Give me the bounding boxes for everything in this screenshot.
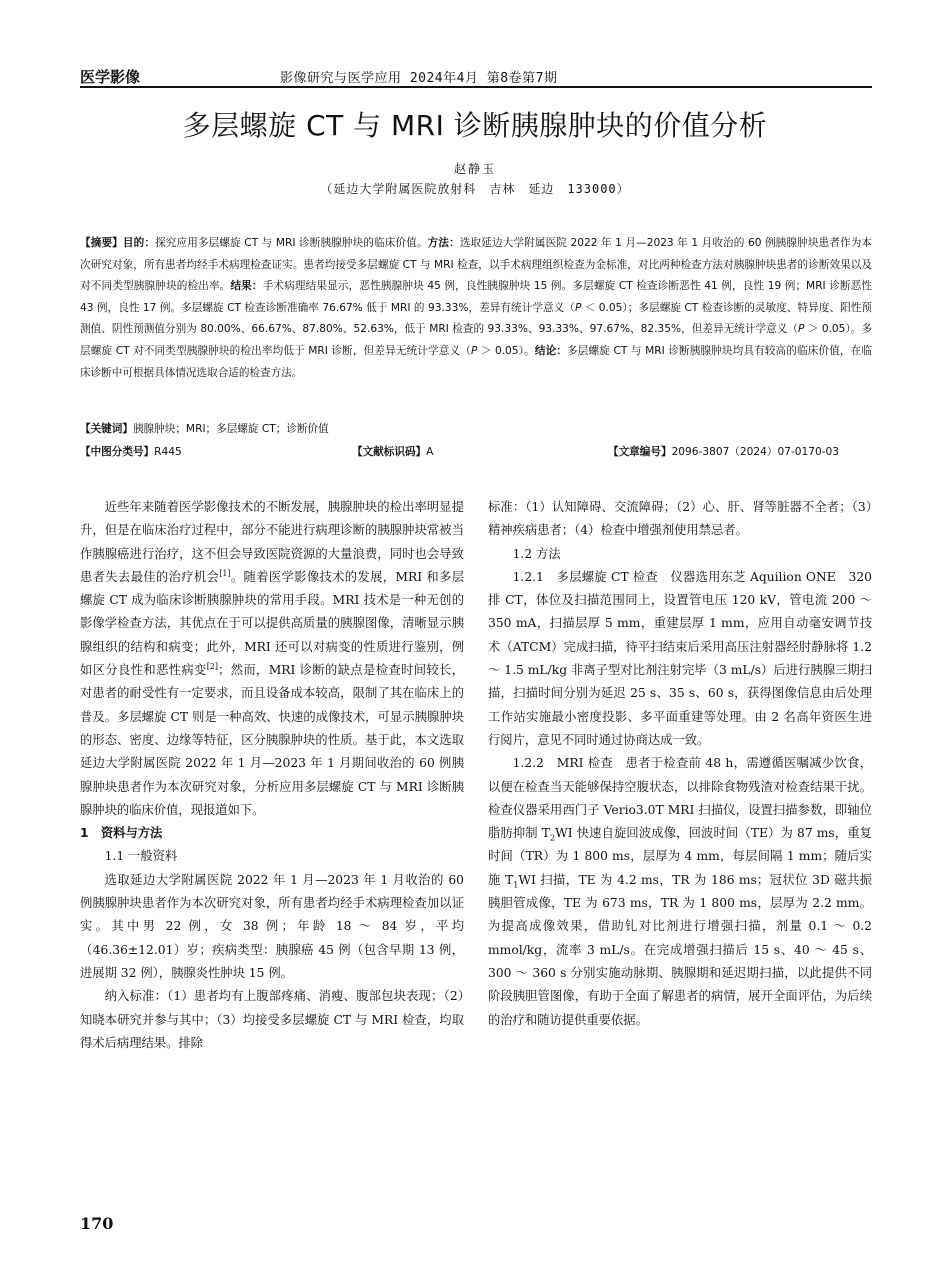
p-symbol: P — [574, 301, 582, 314]
results-label: 结果： — [230, 280, 263, 293]
p-symbol: P — [798, 323, 805, 336]
ref-2[interactable]: [2] — [206, 661, 219, 671]
conclusion-text: 多层螺旋 CT 与 MRI 诊断胰腺肿块均具有较高的临床价值，在临床诊断中可根据具体情况选取合适的检查方法。 — [80, 344, 872, 379]
mri-text-2: WI 快速自旋回波成像，回波时间（TE）为 87 ms，重复时间（TR）为 1 800 ms，层厚为 4 mm，每层间隔 1 mm；随后实施 T — [488, 826, 872, 887]
objective-text: 探究应用多层螺旋 CT 与 MRI 诊断胰腺肿块的临床价值。 — [155, 237, 428, 249]
header-journal: 影像研究与医学应用 2024年4月 第8卷第7期 — [280, 71, 558, 86]
clc-number — [80, 444, 182, 459]
header-rule — [80, 86, 872, 88]
doc-label: 【文献标识码】 — [352, 446, 427, 458]
header-section: 医学影像 — [80, 68, 141, 86]
abstract-label: 【摘要】 — [80, 237, 123, 249]
clc-label: 【中图分类号】 — [80, 446, 155, 458]
abstract — [80, 233, 872, 384]
keywords — [80, 421, 872, 436]
p-symbol: P — [470, 344, 478, 357]
results-text-1: 手术病理结果显示，恶性胰腺肿块 45 例，良性胰腺肿块 15 例。多层螺旋 CT 检查诊断恶性 41 例，良性 19 例；MRI 诊断恶性 43 例，良性 17 例。多层螺旋 CT 检查诊断准确率 76.67% 低于 MRI 的 93.33%，差异有统计学意义（ — [80, 280, 873, 314]
ref-1[interactable]: [1] — [219, 568, 231, 578]
subsection-heading-1-2: 1.2 方法 — [512, 546, 561, 561]
article-number — [608, 444, 839, 459]
objective-label: 目的： — [122, 237, 156, 249]
affiliation: （延边大学附属医院放射科 吉林 延边 133000） — [320, 182, 630, 196]
doc-code — [352, 444, 433, 459]
subscript-1: 1 — [513, 880, 519, 890]
mri-paragraph — [488, 752, 872, 1032]
mri-text-1: 患者于检查前 48 h，需遵循医嘱减少饮食，以便在检查当天能够保持空腹状态，以排除食物残渣对检查结果干扰。检查仪器采用西门子 Verio3.0T MRI 扫描仪，设置扫描参数，即轴位脂肪抑制 T — [488, 756, 872, 841]
general-info-paragraph: 选取延边大学附属医院 2022 年 1 月—2023 年 1 月收治的 60 例胰腺肿块患者作为本次研究对象，所有患者均经手术病理检查加以证实。其中男 22 例，女 38 例；年龄 18 ～ 84 岁，平均（46.36±12.01）岁；疾病类型：胰腺癌 45 例（包含早期 13 例，进展期 32 例），胰腺炎性肿块 15 例。 — [80, 872, 464, 980]
results-text-3: ＞ 0.05）。多层螺旋 CT 对不同类型胰腺肿块的检出率均低于 MRI 诊断，但差异无统计学意义（ — [80, 323, 872, 357]
inclusion-paragraph: 纳入标准：（1）患者均有上腹部疼痛、消瘦、腹部包块表现；（2）知晓本研究并参与其中；（3）均接受多层螺旋 CT 与 MRI 检查，均取得术后病理结果。排除 — [80, 989, 464, 1050]
article-label: 【文章编号】 — [608, 446, 672, 458]
conclusion-label: 结论： — [534, 344, 568, 357]
intro-paragraph — [80, 496, 464, 822]
doc-value: A — [426, 446, 434, 458]
results-text-2: ＜ 0.05）；多层螺旋 CT 检查诊断的灵敏度、特异度、阳性预测值、阴性预测值分别为 80.00%、66.67%、87.80%、52.63%，低于 MRI 检查的 93.33%、93.33%、97.67%、82.35%，但差异无统计学意义（ — [80, 301, 873, 336]
results-text-4: ＞ 0.05）。 — [477, 344, 535, 357]
ct-paragraph — [488, 566, 872, 752]
subscript-2: 2 — [550, 833, 556, 843]
left-column — [80, 496, 464, 1055]
keywords-text: 胰腺肿块；MRI；多层螺旋 CT；诊断价值 — [132, 423, 329, 435]
intro-text-2: 。随着医学影像技术的发展，MRI 和多层螺旋 CT 成为临床诊断胰腺肿块的常用手段。MRI 技术是一种无创的影像学检查方法，其优点在于可以提供高质量的胰腺图像，清晰显示胰腺组织的结构和病变；此外，MRI 还可以对病变的性质进行鉴别，例如区分良性和恶性病变 — [80, 569, 464, 678]
clc-value: R445 — [154, 446, 182, 458]
keywords-label: 【关键词】 — [80, 423, 133, 435]
subsection-heading-1-1: 1.1 一般资料 — [104, 849, 178, 864]
mri-text-3: WI 扫描，TE 为 4.2 ms，TR 为 186 ms；冠状位 3D 磁共振胰胆管成像，TE 为 673 ms，TR 为 1 800 ms，层厚为 2.2 mm。为提高成像效果，借助钆对比剂进行增强扫描，剂量 0.1 ～ 0.2 mmol/kg，流率 3 mL/s。在完成增强扫描后 15 s、40 ～ 45 s、300 ～ 360 s 分别实施动脉期、胰腺期和延迟期扫描，以此提供不同阶段胰胆管图像，有助于全面了解患者的病情，展开全面评估，为后续的治疗和随访提供重要依据。 — [488, 872, 872, 1027]
author: 赵静玉 — [453, 162, 496, 176]
right-column — [488, 496, 872, 1032]
page-number: 170 — [80, 1214, 114, 1233]
methods-text: 选取延边大学附属医院 2022 年 1 月—2023 年 1 月收治的 60 例胰腺肿块患者作为本次研究对象，所有患者均经手术病理检查证实。患者均接受多层螺旋 CT 与 MRI 检查，以手术病理组织检查为金标准，对比两种检查方法对胰腺肿块患者的诊断效果以及对不同类型胰腺肿块的检出率。 — [80, 237, 873, 293]
intro-text-3: ；然而，MRI 诊断的缺点是检查时间较长，对患者的耐受性有一定要求，而且设备成本较高，限制了其在临床上的普及。多层螺旋 CT 则是一种高效、快速的成像技术，可显示胰腺肿块的形态、密度、边缘等特征，区分胰腺肿块的性质。基于此，本文选取延边大学附属医院 2022 年 1 月—2023 年 1 月期间收治的 60 例胰腺肿块患者作为本次研究对象，分析应用多层螺旋 CT 与 MRI 诊断胰腺肿块的临床价值，现报道如下。 — [80, 663, 464, 817]
methods-label: 方法： — [427, 237, 460, 249]
mri-title: 1.2.2 MRI 检查 — [512, 756, 626, 771]
article-value: 2096-3807（2024）07-0170-03 — [671, 446, 840, 458]
intro-text-1: 近些年来随着医学影像技术的不断发展，胰腺肿块的检出率明显提升，但是在临床治疗过程中，部分不能进行病理诊断的胰腺肿块常被当作胰腺癌进行治疗，这不但会导致医院资源的大量浪费，同时也会导致患者失去最佳的治疗机会 — [80, 500, 464, 584]
section-heading-1: 1 资料与方法 — [80, 826, 163, 841]
exclusion-paragraph: 标准：（1）认知障碍、交流障碍；（2）心、肝、肾等脏器不全者；（3）精神疾病患者；（4）检查中增强剂使用禁忌者。 — [488, 500, 872, 538]
ct-title: 1.2.1 多层螺旋 CT 检查 — [512, 569, 671, 584]
ct-text: 仪器选用东芝 Aquilion ONE 320 排 CT，体位及扫描范围同上，设置管电压 120 kV，管电流 200 ～ 350 mA，扫描层厚 5 mm，重建层厚 1 mm，应用自动毫安调节技术（ATCM）完成扫描，待平扫结束后采用高压注射器经肘静脉将 1.2 ～ 1.5 mL/kg 非离子型对比剂注射完毕（3 mL/s）后进行胰腺三期扫描，扫描时间分别为延迟 25 s、35 s、60 s，获得图像信息由后处理工作站实施最小密度投影、多平面重建等处理。由 2 名高年资医生进行阅片，意见不同时通过协商达成一致。 — [488, 569, 872, 747]
article-title: 多层螺旋 CT 与 MRI 诊断胰腺肿块的价值分析 — [182, 109, 768, 142]
